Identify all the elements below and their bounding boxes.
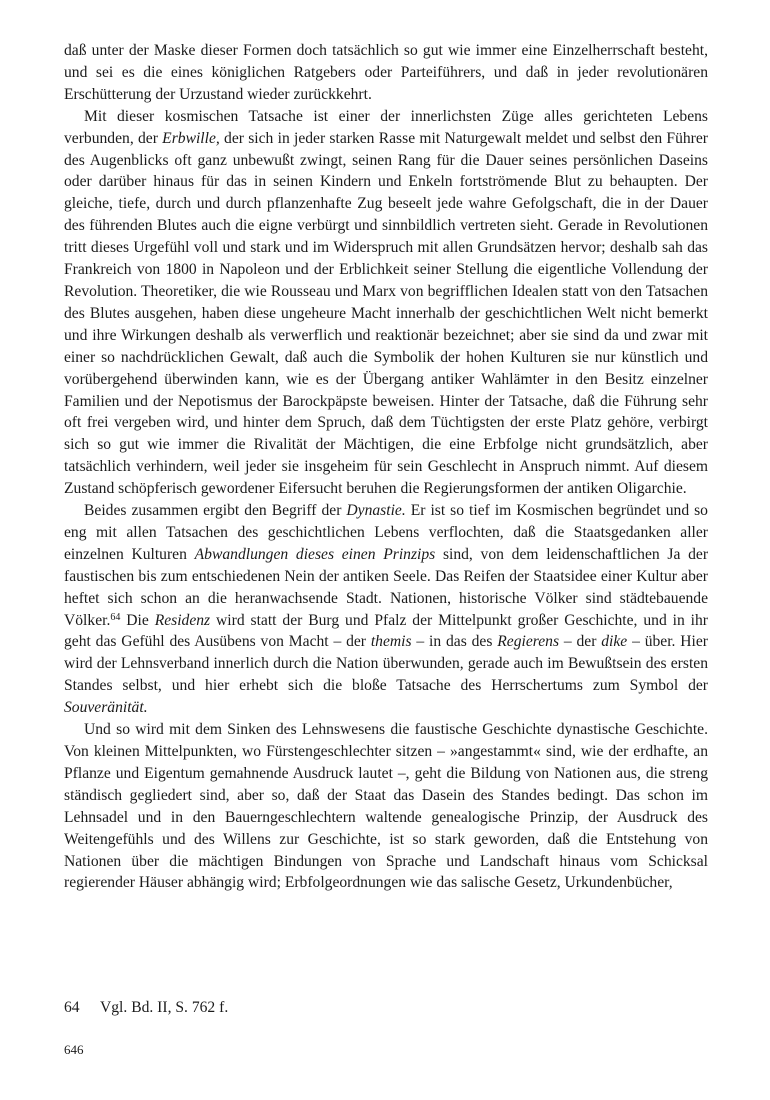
text-run: der sich in jeder starken Rasse mit Naturgewalt meldet und selbst den Führer des Augenblicks oft ganz unbewußt zwingt, seinen Rang für die Dauer seines persönlichen Daseins oder darüber hinaus für das in seinen Kindern und Enkeln fortströmende Blut zu behaupten. Der gleiche, tiefe, durch und durch pflanzenhafte Zug beseelt jede wahre Gefolgschaft, die in der Dauer des führenden Blutes auch die eigne verbürgt und sinnbildlich vertreten sieht. Gerade in Revolutionen tritt dieses Urgefühl voll und stark und im Widerspruch mit allen Grundsätzen hervor; deshalb sah das Frankreich von 1800 in Napoleon und der Erblichkeit seiner Stellung die eigentliche Vollendung der Revolution. Theoretiker, die wie Rousseau und Marx von begrifflichen Idealen statt von den Tatsachen des Blutes ausgehen, haben diese ungeheure Macht innerhalb der geschichtlichen Welt nicht bemerkt und ihre Wirkungen deshalb als verwerflich und reaktionär bezeichnet; aber sie sind da und zwar mit einer so nachdrücklichen Gewalt, daß auch die Symbolik der hohen Kulturen sie nur künstlich und vorübergehend überwinden kann, wie es der Übergang antiker Wahlämter in den Besitz einzelner Familien und der Nepotismus der Barockpäpste beweisen. Hinter der Tatsache, daß die Führung sehr oft frei vergeben wird, und hinter dem Spruch, daß dem Tüchtigsten der erste Platz gehöre, verbirgt sich so gut wie immer die Rivalität der Mächtigen, die eine Erbfolge nicht grundsätzlich, aber tatsächlich verhindern, weil jeder sie insgeheim für sein Geschlecht in Anspruch nimmt. Auf diesem Zustand schöpferisch gewordener Eifersucht beruhen die Regierungsformen der antiken Oligarchie. xyxy=(64,129,708,498)
text-run: daß unter der Maske dieser Formen doch tatsächlich so gut wie immer eine Einzelherrschaft besteht, und sei es die eines königlichen Ratgebers oder Parteiführers, und daß in jeder revolutionären Erschütterung der Urzustand wieder zurückkehrt. xyxy=(64,42,708,103)
emphasis: Residenz xyxy=(154,611,211,629)
text-run: – der xyxy=(559,633,602,651)
footnote xyxy=(64,998,708,1018)
text-run: Und so wird mit dem Sinken des Lehnswesens die faustische Geschichte dynastische Geschichte. Von kleinen Mittelpunkten, wo Fürstengeschlechter sitzen – »angestammt« sind, wie der erdhafte, an Pflanze und Eigentum gemahnende Ausdruck lautet –, geht die Bildung von Nationen aus, die streng ständisch gegliedert sind, aber so, daß der Staat das Dasein des Standes bedingt. Das schon im Lehnsadel und in den Bauerngeschlechtern waltende genealogische Prinzip, der Ausdruck des Weitengefühls und des Willens zur Geschichte, ist so stark geworden, daß die Entstehung von Nationen über die mächtigen Bindungen von Sprache und Landschaft hinaus vom Schicksal regierender Häuser abhängig wird; Erbfolgeordnungen wie das salische Gesetz, Urkundenbücher, xyxy=(64,721,708,892)
text-run: – über. Hier wird der Lehnsverband innerlich durch die Nation überwunden, gerade auch im Bewußtsein des ersten Standes selbst, und hier erhebt sich die bloße Tatsache des Herrschertums zum Symbol der xyxy=(64,633,708,695)
text-run: wird statt der Burg und Pfalz der Mittelpunkt großer Geschichte, und in ihr geht das Gefühl des Ausübens von Macht – der xyxy=(64,611,709,651)
text-run: Beides zusammen ergibt den Begriff der xyxy=(84,502,347,520)
text-run: Er ist so tief im Kosmischen begründet und so eng mit allen Tatsachen des geschichtlichen Lebens verflochten, daß die Staatsgedanken aller einzelnen Kulturen xyxy=(64,502,708,563)
emphasis: Dynastie. xyxy=(346,502,406,520)
paragraph xyxy=(64,719,708,894)
paragraph xyxy=(64,500,708,719)
footnote-text: Vgl. Bd. II, S. 762 f. xyxy=(100,999,229,1016)
emphasis: themis xyxy=(370,633,412,651)
text-run: – in das des xyxy=(411,633,498,651)
emphasis: Abwandlungen dieses einen Prinzips xyxy=(194,545,436,563)
paragraph xyxy=(64,40,708,106)
paragraph xyxy=(64,106,708,500)
footnote-reference: 64 xyxy=(110,611,121,623)
main-text xyxy=(64,40,708,894)
emphasis: dike xyxy=(601,633,628,651)
page-number: 646 xyxy=(64,1042,84,1057)
text-run: Die xyxy=(120,611,155,629)
footnote-number: 64 xyxy=(64,999,80,1016)
emphasis: Erbwille, xyxy=(162,129,220,147)
emphasis: Souveränität. xyxy=(64,699,148,717)
text-run: sind, von dem leidenschaftlichen Ja der faustischen bis zum entschiedenen Nein der antiken Seele. Das Reifen der Staatsidee einer Kultur aber heftet sich schon an die heranwachsende Stadt. Nationen, historische Völker sind städtebauende Völker. xyxy=(64,545,709,629)
emphasis: Regierens xyxy=(497,633,560,651)
text-run: Mit dieser kosmischen Tatsache ist einer der innerlichsten Züge alles gerichteten Lebens verbunden, der xyxy=(64,107,708,147)
